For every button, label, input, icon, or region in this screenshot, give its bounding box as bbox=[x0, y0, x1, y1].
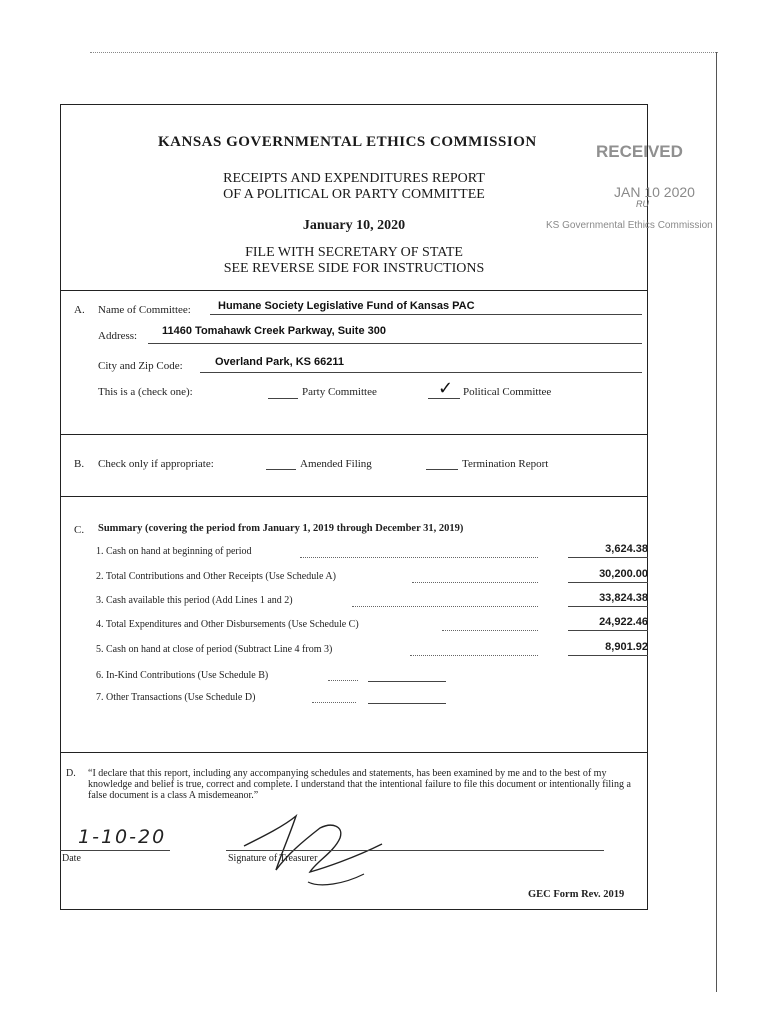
city-zip-value: Overland Park, KS 66211 bbox=[215, 356, 345, 368]
amended-filing-checkbox[interactable] bbox=[266, 469, 296, 470]
agency-title: KANSAS GOVERNMENTAL ETHICS COMMISSION bbox=[158, 134, 537, 150]
committee-type-label: This is a (check one): bbox=[98, 386, 193, 398]
section-d-letter: D. bbox=[66, 768, 76, 779]
in-kind-value-field[interactable] bbox=[368, 681, 446, 682]
check-if-appropriate-label: Check only if appropriate: bbox=[98, 458, 214, 470]
summary-line-6: 6. In-Kind Contributions (Use Schedule B) bbox=[96, 670, 269, 681]
section-divider-c bbox=[60, 496, 648, 497]
received-stamp-agency: KS Governmental Ethics Commission bbox=[546, 220, 713, 231]
section-divider-a bbox=[60, 290, 648, 291]
party-committee-option: Party Committee bbox=[302, 386, 377, 398]
checkmark-icon: ✓ bbox=[438, 378, 454, 398]
section-divider-d bbox=[60, 752, 648, 753]
summary-line-7: 7. Other Transactions (Use Schedule D) bbox=[96, 692, 256, 703]
treasurer-signature bbox=[224, 808, 404, 888]
committee-name-label: Name of Committee: bbox=[98, 304, 191, 316]
summary-heading: Summary (covering the period from January 1, 2019 through December 31, 2019) bbox=[98, 523, 464, 534]
scan-right-edge bbox=[716, 52, 717, 992]
report-date: January 10, 2020 bbox=[302, 218, 406, 233]
other-transactions-value-field[interactable] bbox=[368, 703, 446, 704]
signature-label: Signature of Treasurer bbox=[228, 853, 318, 864]
received-stamp: RECEIVED bbox=[596, 142, 683, 161]
date-label: Date bbox=[62, 853, 81, 864]
handwritten-date: 1-10-20 bbox=[78, 826, 167, 848]
summary-value-3: 33,824.38 bbox=[599, 592, 648, 604]
summary-line-4: 4. Total Expenditures and Other Disbursements (Use Schedule C) bbox=[96, 619, 359, 630]
address-label: Address: bbox=[98, 330, 138, 342]
political-committee-option: Political Committee bbox=[463, 386, 552, 398]
committee-name-value: Humane Society Legislative Fund of Kansas PAC bbox=[218, 300, 475, 312]
amended-filing-option: Amended Filing bbox=[300, 458, 372, 470]
received-stamp-initials: RU bbox=[636, 199, 649, 209]
summary-value-4: 24,922.46 bbox=[599, 616, 648, 628]
form-revision: GEC Form Rev. 2019 bbox=[528, 889, 625, 900]
party-committee-checkbox[interactable] bbox=[268, 398, 298, 399]
section-c-letter: C. bbox=[74, 524, 85, 536]
scan-top-edge bbox=[90, 52, 718, 53]
summary-value-2: 30,200.00 bbox=[599, 568, 648, 580]
termination-report-option: Termination Report bbox=[462, 458, 549, 470]
address-value: 11460 Tomahawk Creek Parkway, Suite 300 bbox=[162, 325, 387, 337]
report-title: RECEIPTS AND EXPENDITURES REPORT OF A POLITICAL OR PARTY COMMITTEE bbox=[223, 171, 485, 202]
summary-value-5: 8,901.92 bbox=[605, 641, 648, 653]
section-b-letter: B. bbox=[74, 458, 85, 470]
city-zip-label: City and Zip Code: bbox=[98, 360, 183, 372]
received-stamp-date: JAN 10 2020 bbox=[614, 184, 695, 200]
section-a-letter: A. bbox=[74, 304, 85, 316]
declaration-text: “I declare that this report, including any accompanying schedules and statements, has been examined by me and to the best of my knowledge and belief is true, correct and complete. I understand that the intentional failure to file this document or intentionally filing a false document is a class A misdemeanor.” bbox=[88, 768, 631, 801]
summary-line-3: 3. Cash available this period (Add Lines 1 and 2) bbox=[96, 595, 293, 606]
section-divider-b bbox=[60, 434, 648, 435]
summary-line-1: 1. Cash on hand at beginning of period bbox=[96, 546, 252, 557]
summary-line-2: 2. Total Contributions and Other Receipts (Use Schedule A) bbox=[96, 571, 336, 582]
summary-line-5: 5. Cash on hand at close of period (Subtract Line 4 from 3) bbox=[96, 644, 333, 655]
termination-report-checkbox[interactable] bbox=[426, 469, 458, 470]
filing-instructions: FILE WITH SECRETARY OF STATE SEE REVERSE SIDE FOR INSTRUCTIONS bbox=[223, 245, 485, 276]
summary-value-1: 3,624.38 bbox=[605, 543, 648, 555]
